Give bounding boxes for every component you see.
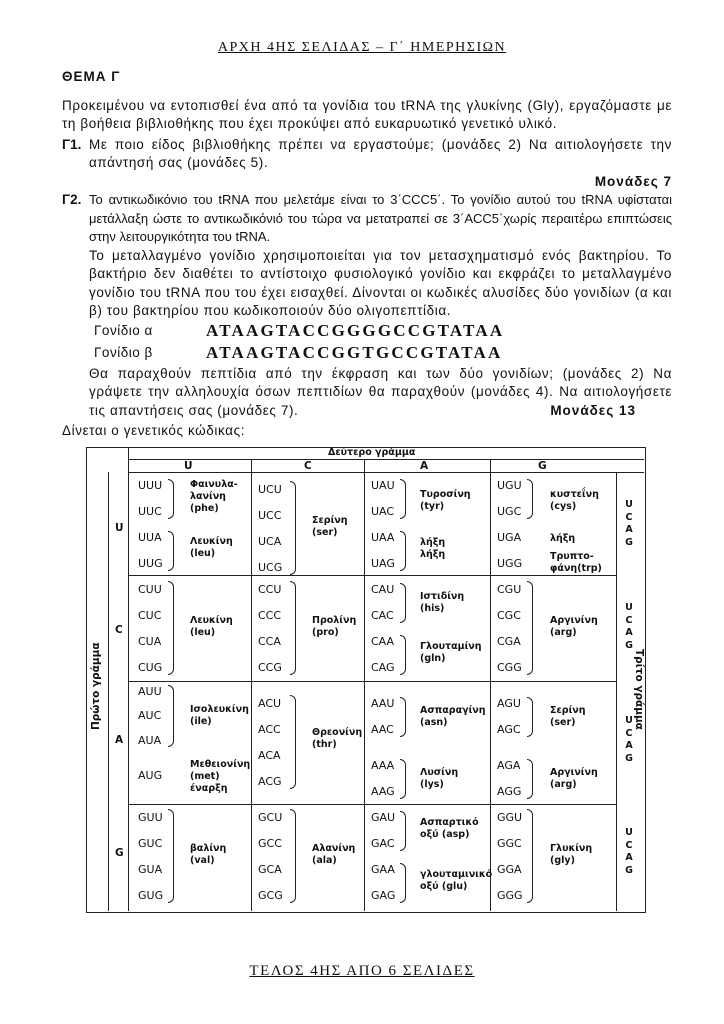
col-header-a: A [420,460,429,472]
amino-acid-ser: Σερίνη (ser) [550,705,586,728]
codon: CGC [497,609,521,622]
brace [168,479,174,519]
gene-b-row [94,343,672,365]
col-header-u: U [184,460,193,472]
codon: AGC [497,723,521,736]
codon: UUG [138,557,163,570]
codon: CUC [138,609,162,622]
genetic-code-table [86,447,646,913]
codon: CUA [138,635,162,648]
amino-acid-stop: λήξη [550,533,576,544]
codon: UCG [258,561,283,574]
exam-content [62,68,672,441]
codon: GAG [371,889,396,902]
question-g2-marks: Μονάδες 13 [550,402,636,418]
amino-acid-lys: Λυσίνη (lys) [420,767,459,790]
brace [400,635,406,675]
row-divider-2 [128,681,616,682]
brace [527,581,533,675]
col-divider-2 [364,459,365,911]
codon: CAG [371,661,395,674]
codon: AGU [497,697,521,710]
col-header-c: C [304,460,312,472]
gene-b-sequence: ATAAGTACCGGTGCCGTATAA [206,343,503,363]
codon: GGC [497,837,522,850]
codon: CCC [258,609,282,622]
brace [168,531,174,571]
row-label-divider [128,447,129,911]
amino-acid-arg: Αργινίνη (arg) [550,767,598,790]
codon: CGG [497,661,522,674]
row-header-u: U [115,522,124,534]
question-g2-part3 [89,365,672,421]
row-header-c: C [115,624,123,636]
amino-acid-gly: Γλυκίνη (gly) [550,843,593,866]
row-header-a: A [115,734,124,746]
codon: GAU [371,811,396,824]
question-g1 [62,136,672,173]
codon: AAU [371,697,395,710]
third-letters-row-c: U C A G [625,602,633,651]
brace [168,581,174,675]
codon: AAA [371,759,395,772]
brace [400,531,406,571]
codon: CAA [371,635,395,648]
amino-acid-leu: Λευκίνη (leu) [190,536,233,559]
codon: UGG [497,557,523,570]
question-g2 [62,191,672,247]
first-letter-divider [108,472,109,911]
third-letters-row-u: U C A G [625,499,633,548]
codon: UAG [371,557,395,570]
codon: UUU [138,479,163,492]
codon: UAU [371,479,395,492]
codon: AAG [371,785,395,798]
brace [527,697,533,737]
codon: GCU [258,811,283,824]
gene-a-sequence: ATAAGTACCGGGGCCGTATAA [206,321,505,341]
brace [527,479,533,519]
codon: UAC [371,505,395,518]
amino-acid-his: Ιστιδίνη (his) [420,591,465,614]
amino-acid-ile: Ισολευκίνη (ile) [190,704,249,727]
gene-b-label: Γονίδιο β [94,345,153,361]
header-divider [128,459,644,460]
codon: ACU [258,697,282,710]
brace [400,479,406,519]
amino-acid-asn: Ασπαραγίνη (asn) [420,705,486,728]
codon: CUG [138,661,163,674]
brace [527,759,533,799]
codon: AGG [497,785,522,798]
brace [168,685,174,747]
column-header-divider [128,472,644,473]
col-divider-1 [251,459,252,911]
col-header-g: G [538,460,547,472]
amino-acid-gln: Γλουταμίνη (gln) [420,641,482,664]
amino-acid-stop: λήξη λήξη [420,537,446,560]
row-divider-3 [128,804,616,805]
codon: GCA [258,863,282,876]
amino-acid-ser: Σερίνη (ser) [312,515,348,538]
amino-acid-asp: Ασπαρτικό οξύ (asp) [420,817,479,840]
intro-paragraph: Προκειμένου να εντοπισθεί ένα από τα γονίδια του tRNA της γλυκίνης (Gly), εργαζόμαστε με τη βοήθεια βιβλιοθήκης που έχει προκύψει από ευκαρυωτικό γενετικό υλικό. [62,97,672,131]
codon: GAA [371,863,395,876]
codon: GGG [497,889,523,902]
question-g1-marks: Μονάδες 7 [594,173,672,189]
brace [400,811,406,851]
codon: CUU [138,583,162,596]
codon: UCA [258,535,282,548]
codon: AUU [138,685,162,698]
codon: UGU [497,479,522,492]
gene-a-row [94,321,672,343]
codon: CCG [258,661,282,674]
amino-acid-cys: κυστεΐνη (cys) [550,489,599,512]
codon: GUA [138,863,163,876]
codon: UAA [371,531,395,544]
codon: CAC [371,609,394,622]
amino-acid-glu: γλουταμινικό οξύ (glu) [420,869,493,892]
gene-a-label: Γονίδιο α [94,323,153,339]
codon: GGU [497,811,523,824]
page-footer: ΤΕΛΟΣ 4ΗΣ ΑΠΟ 6 ΣΕΛΙΔΕΣ [249,963,475,979]
brace [527,809,533,903]
codon: AUG [138,769,163,782]
codon: UGA [497,531,522,544]
codon: AGA [497,759,521,772]
codon: GUU [138,811,163,824]
third-letters-row-a: U C A G [625,715,633,764]
codon: AUC [138,709,162,722]
codon: UGC [497,505,522,518]
amino-acid-arg: Αργινίνη (arg) [550,615,598,638]
question-g2-text3: Θα παραχθούν πεπτίδια από την έκφραση και των δύο γονιδίων; (μονάδες 2) Να γράψετε την αλληλουχία όσων πεπτιδίων θα παραχθούν (μονάδες 4). Να αιτιολογήσετε τις απαντήσεις σας (μονάδες 7). [89,365,672,418]
section-title: ΘΕΜΑ Γ [62,69,121,84]
third-letter-header: Τρίτο γράμμα [633,649,645,730]
codon: GAC [371,837,395,850]
amino-acid-met: Μεθειονίνη (met) έναρξη [190,759,251,794]
brace [290,481,296,575]
row-header-g: G [115,847,124,859]
codon: AUA [138,734,162,747]
codon: CCU [258,583,282,596]
codon: AAC [371,723,394,736]
codon: UUC [138,505,162,518]
brace [290,695,296,789]
codon: GUG [138,889,164,902]
question-g2-text1: Το αντικωδικόνιο του tRNA που μελετάμε είναι το 3΄CCC5΄. Το γονίδιο αυτού του tRNA υφίσταται μετάλλαξη ώστε το αντικωδικόνιό του τώρα να μετατραπεί σε 3΄ACC5΄χωρίς περαιτέρω επιπτώσεις στην λειτουργικότητα του tRNA. [89,192,672,244]
amino-acid-tyr: Τυροσίνη (tyr) [420,489,471,512]
amino-acid-ala: Αλανίνη (ala) [312,843,356,866]
question-g2-text2: Το μεταλλαγμένο γονίδιο χρησιμοποιείται για τον μετασχηματισμό ενός βακτηρίου. Το βακτήριο δεν διαθέτει το αντίστοιχο φυσιολογικό γονίδιο και εκφράζει το μεταλλαγμένο γονίδιο του tRNA που του έχει εισαχθεί. Δίνονται οι κωδικές αλυσίδες δύο γονιδίων (α και β) του βακτηρίου που κωδικοποιούν δύο ολιγοπεπτίδια. [89,247,672,318]
question-g1-label: Γ1. [62,136,82,152]
codon: ACA [258,749,281,762]
amino-acid-leu: Λευκίνη (leu) [190,615,233,638]
brace [400,697,406,737]
codon: ACG [258,775,282,788]
amino-acid-val: βαλίνη (val) [190,843,227,866]
codon: GCG [258,889,283,902]
codon: UUA [138,531,162,544]
brace [400,863,406,903]
codon: GCC [258,837,282,850]
brace [290,809,296,903]
codon: UCC [258,509,282,522]
amino-acid-trp: Τρυπτο- φάνη(trp) [550,551,602,574]
third-letters-row-g: U C A G [625,827,633,876]
codon: ACC [258,723,281,736]
page-header: ΑΡΧΗ 4ΗΣ ΣΕΛΙΔΑΣ – Γ΄ ΗΜΕΡΗΣΙΩΝ [217,40,507,55]
amino-acid-pro: Προλίνη (pro) [312,615,357,638]
question-g2-label: Γ2. [62,192,82,207]
second-letter-header: Δεύτερο γράμμα [328,447,416,458]
first-letter-header: Πρώτο γράμμα [90,642,102,730]
brace [290,581,296,675]
brace [400,759,406,799]
codon: CGA [497,635,521,648]
codon: GUC [138,837,163,850]
codon: UCU [258,483,282,496]
codon: CGU [497,583,522,596]
amino-acid-phe: Φαινυλα- λανίνη (phe) [190,479,238,514]
codon: CCA [258,635,281,648]
col-divider-3 [490,459,491,911]
codon: CAU [371,583,395,596]
genetic-code-intro: Δίνεται ο γενετικός κώδικας: [62,423,246,438]
question-g1-text: Με ποιο είδος βιβλιοθήκης πρέπει να εργαστούμε; (μονάδες 2) Να αιτιολογήσετε την απάντησή σας (μονάδες 5). [89,136,672,170]
codon: GGA [497,863,522,876]
third-letter-divider [616,472,617,911]
amino-acid-thr: Θρεονίνη (thr) [312,727,363,750]
brace [400,583,406,623]
brace [168,809,174,903]
row-divider-1 [128,575,616,576]
